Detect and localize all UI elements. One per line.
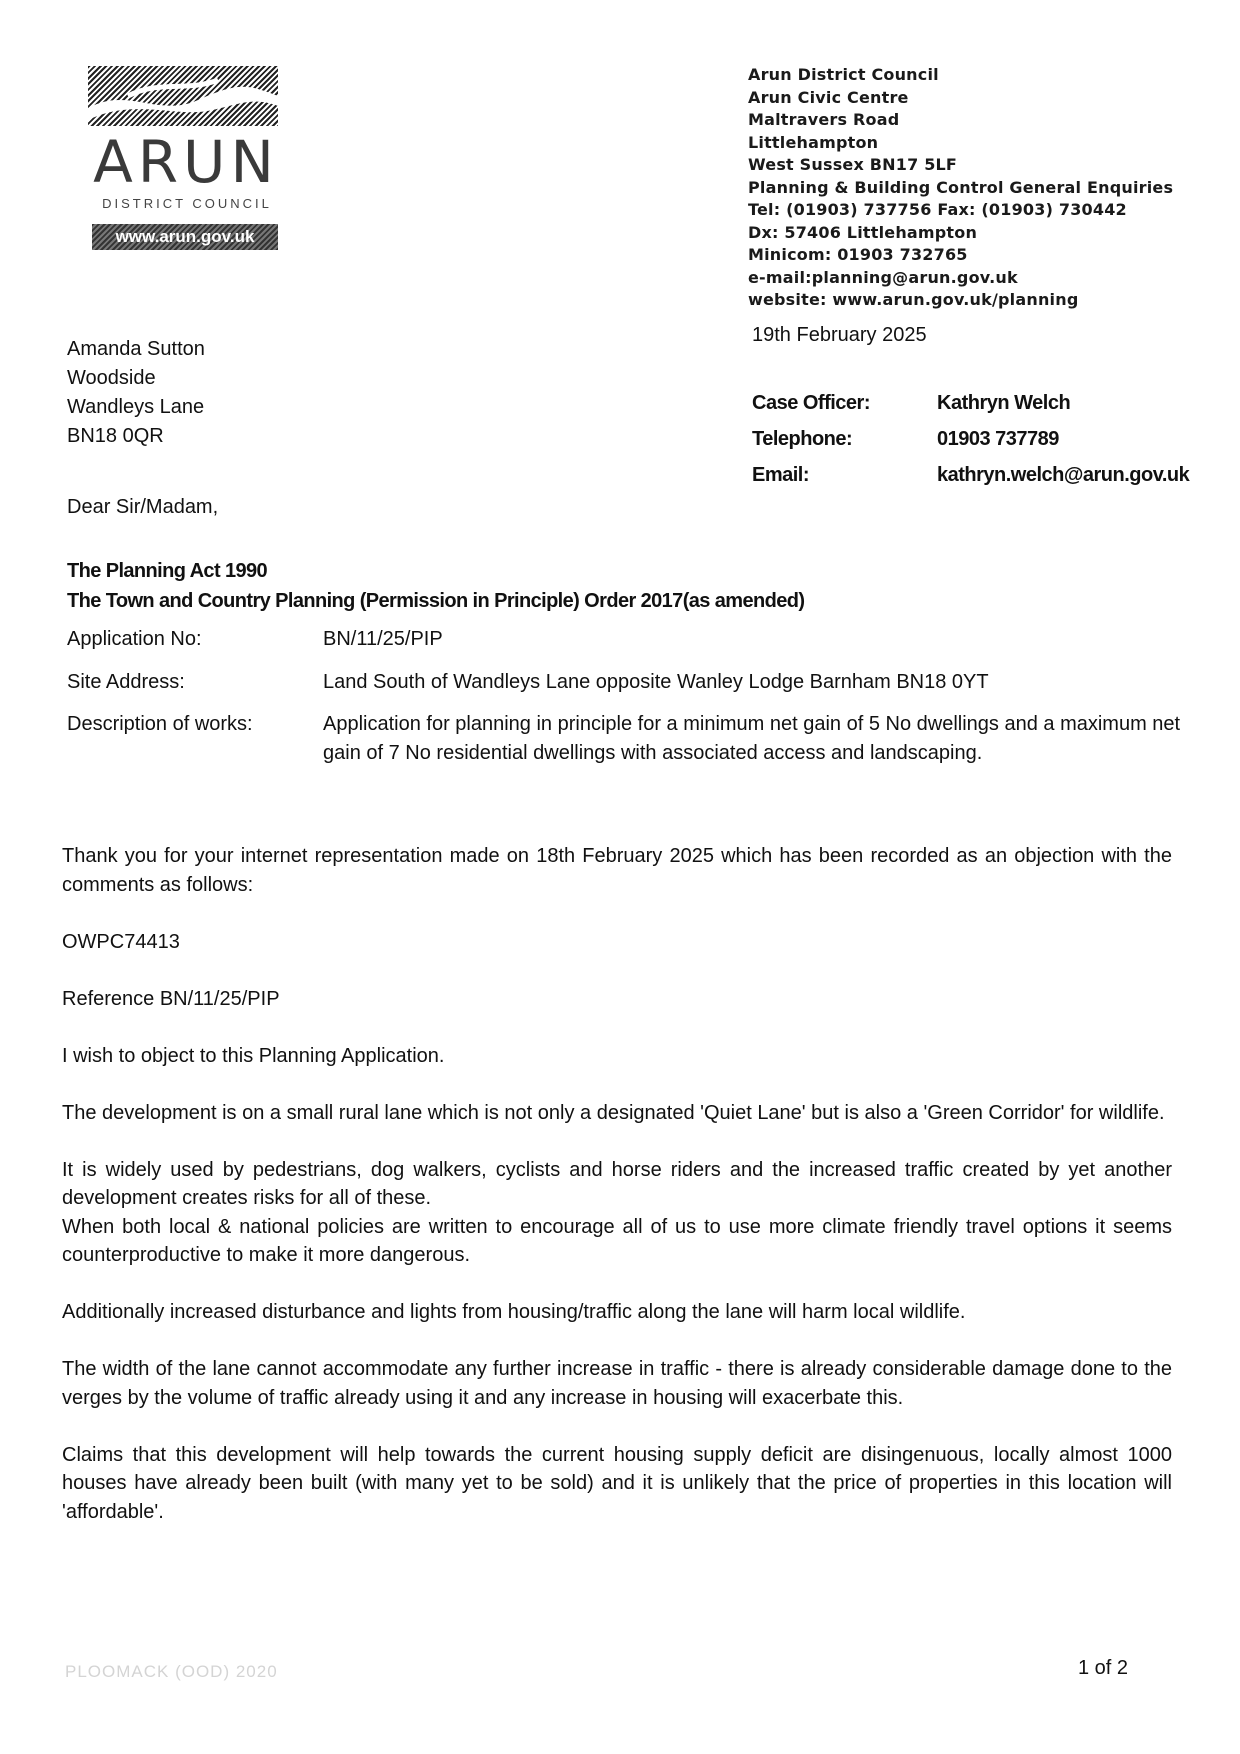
order-title: The Town and Country Planning (Permission in Principle) Order 2017(as amended) [67,590,805,612]
logo-subtitle: DISTRICT COUNCIL [102,196,272,211]
site-address-label: Site Address: [67,671,185,693]
council-address-line: Littlehampton [748,132,879,152]
act-title: The Planning Act 1990 [67,560,268,582]
council-address-line: West Sussex BN17 5LF [748,155,958,174]
body-paragraph: When both local & national policies are written to encourage all of us to use more climate friendly travel options it seems counterproductive to make it more dangerous. [62,1215,1172,1266]
recipient-line: Wandleys Lane [67,396,205,418]
telephone-value: 01903 737789 [937,428,1059,450]
logo-wave-icon [88,66,278,126]
form-code: PLOOMACK (OOD) 2020 [65,1662,278,1681]
site-address: Land South of Wandleys Lane opposite Wanley Lodge Barnham BN18 0YT [323,671,989,693]
reference-code: OWPC74413 [62,930,180,953]
body-paragraph: Reference BN/11/25/PIP [62,987,280,1010]
email-label: Email: [752,464,810,486]
body-paragraph: The development is on a small rural lane which is not only a designated 'Quiet Lane' but is also a 'Green Corridor' for wildlife. [62,1101,1165,1124]
council-email-link[interactable]: e-mail:planning@arun.gov.uk [748,267,1018,287]
application-number: BN/11/25/PIP [323,628,443,650]
recipient-line: Amanda Sutton [67,338,205,360]
salutation: Dear Sir/Madam, [67,496,219,518]
logo-website: www.arun.gov.uk [92,224,278,250]
council-address-line: Arun District Council [748,65,939,84]
council-address-line: Arun Civic Centre [748,87,909,107]
council-website-link[interactable]: website: www.arun.gov.uk/planning [748,290,1079,309]
application-number-label: Application No: [67,628,202,650]
council-address-block [748,64,1173,312]
letter-date: 19th February 2025 [752,324,927,346]
body-paragraph: The width of the lane cannot accommodate any further increase in traffic - there is already considerable damage done to the verges by the volume of traffic already using it and any increase in housing will exacerbate this. [62,1358,1172,1409]
description-label: Description of works: [67,713,253,735]
body-paragraph: Claims that this development will help towards the current housing supply deficit are disingenuous, locally almost 1000 houses have already been built (with many yet to be sold) and it is unlikely that the price of properties in this location will 'affordable'. [62,1443,1172,1523]
case-officer-name: Kathryn Welch [937,392,1071,414]
body-paragraph: Additionally increased disturbance and lights from housing/traffic along the lane will harm local wildlife. [62,1301,966,1323]
council-logo [88,66,284,256]
body-paragraph: It is widely used by pedestrians, dog walkers, cyclists and horse riders and the increased traffic created by yet another development creates risks for all of these. [62,1158,1172,1209]
body-paragraph: I wish to object to this Planning Application. [62,1044,445,1067]
recipient-line: BN18 0QR [67,425,164,447]
council-address-line: Maltravers Road [748,110,900,129]
letter-body [62,842,1172,1555]
council-address-line: Dx: 57406 Littlehampton [748,222,978,242]
council-address-line: Tel: (01903) 737756 Fax: (01903) 730442 [748,200,1127,219]
recipient-line: Woodside [67,367,156,389]
logo-name: ARUN [93,128,279,196]
legislation-heading [67,556,804,616]
description-of-works: Application for planning in principle for a minimum net gain of 5 No dwellings and a maximum net gain of 7 No residential dwellings with associated access and landscaping. [323,713,1181,764]
page-number: 1 of 2 [1078,1657,1129,1679]
body-paragraph: Thank you for your internet representation made on 18th February 2025 which has been recorded as an objection with the comments as follows: [62,845,1172,896]
recipient-address [67,335,205,451]
council-address-line: Minicom: 01903 732765 [748,245,968,264]
case-officer-label: Case Officer: [752,392,870,414]
telephone-label: Telephone: [752,428,853,450]
officer-email-link[interactable]: kathryn.welch@arun.gov.uk [937,464,1190,486]
council-address-line: Planning & Building Control General Enquiries [748,177,1174,197]
